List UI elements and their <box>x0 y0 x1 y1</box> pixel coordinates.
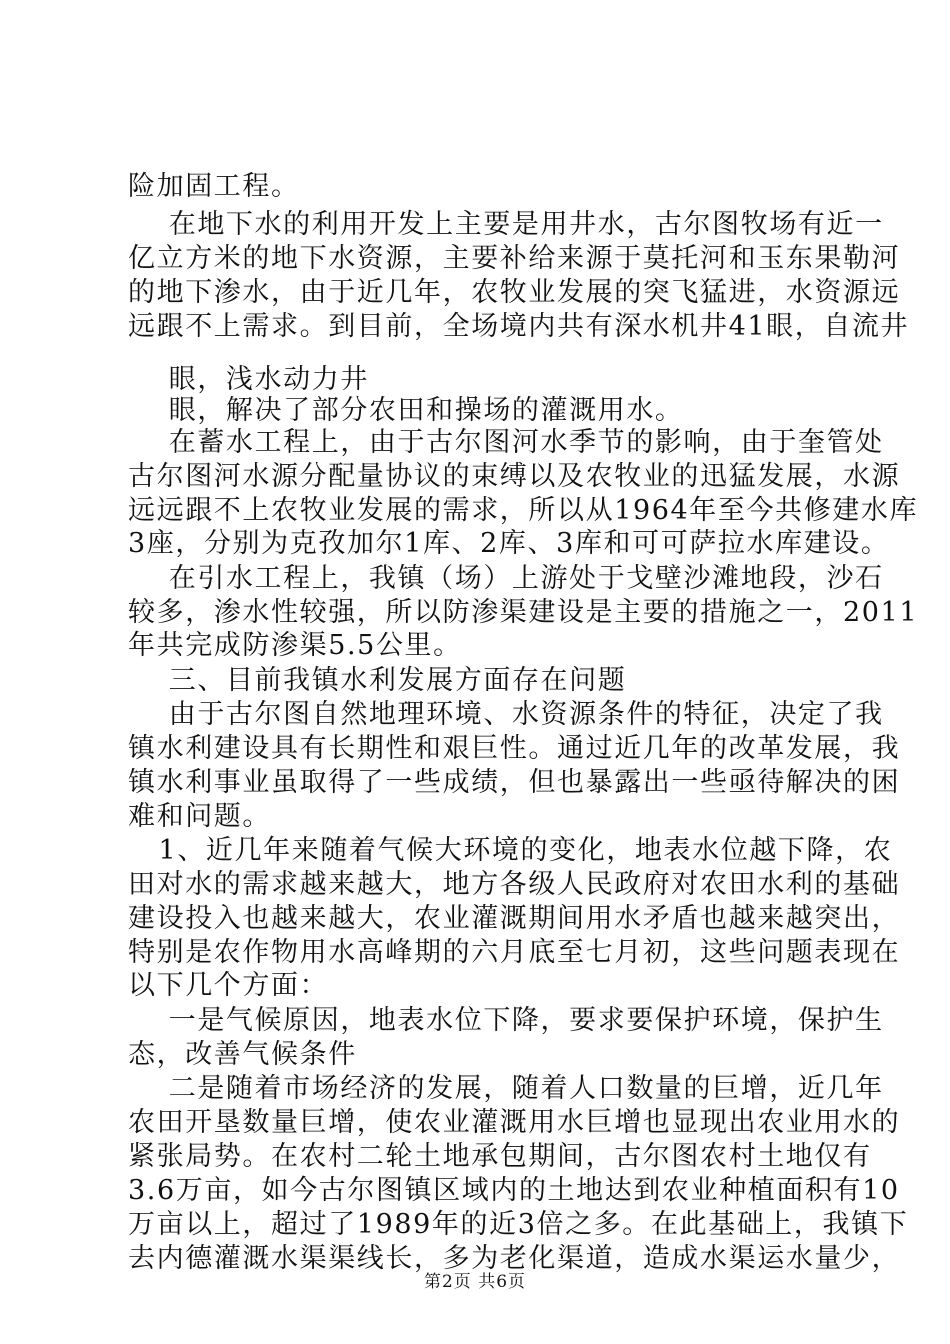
text-line: 二是随着市场经济的发展，随着人口数量的巨增，近几年 <box>128 1073 884 1104</box>
text-line: 远跟不上需求。到目前，全场境内共有深水机井41眼，自流井 <box>128 311 910 342</box>
text-line: 镇水利建设具有长期性和艰巨性。通过近几年的改革发展，我 <box>128 733 901 764</box>
text-line: 特别是农作物用水高峰期的六月底至七月初，这些问题表现在 <box>128 937 901 968</box>
text-line: 在引水工程上，我镇（场）上游处于戈壁沙滩地段，沙石 <box>128 563 884 594</box>
text-line: 险加固工程。 <box>128 171 300 202</box>
text-line: 年共完成防渗渠5.5公里。 <box>128 630 462 661</box>
text-line: 由于古尔图自然地理环境、水资源条件的特征，决定了我 <box>128 699 884 730</box>
text-line: 田对水的需求越来越大，地方各级人民政府对农田水利的基础 <box>128 869 901 900</box>
text-line: 镇水利事业虽取得了一些成绩，但也暴露出一些亟待解决的困 <box>128 767 901 798</box>
text-line: 万亩以上，超过了1989年的近3倍之多。在此基础上，我镇下 <box>128 1209 909 1240</box>
page-number-footer: 第2页 共6页 <box>423 1272 527 1292</box>
text-line: 去内德灌溉水渠渠线长，多为老化渠道，造成水渠运水量少， <box>128 1243 901 1274</box>
text-line: 远远跟不上农牧业发展的需求，所以从1964年至今共修建水库 <box>128 495 919 526</box>
text-line: 3座，分别为克孜加尔1库、2库、3库和可可萨拉水库建设。 <box>128 528 890 559</box>
text-line: 眼，浅水动力井 <box>128 364 369 395</box>
text-line: 一是气候原因，地表水位下降，要求要保护环境，保护生 <box>128 1005 884 1036</box>
text-line: 3.6万亩，如今古尔图镇区域内的土地达到农业种植面积有10 <box>128 1175 900 1206</box>
text-line: 建设投入也越来越大，农业灌溉期间用水矛盾也越来越突出， <box>128 903 901 934</box>
text-line: 紧张局势。在农村二轮土地承包期间，古尔图农村土地仅有 <box>128 1141 872 1172</box>
text-line: 以下几个方面： <box>128 970 329 1001</box>
text-line: 难和问题。 <box>128 801 271 832</box>
section-heading: 三、目前我镇水利发展方面存在问题 <box>128 665 627 696</box>
text-line: 眼，解决了部分农田和操场的灌溉用水。 <box>128 395 684 426</box>
text-line: 古尔图河水源分配量协议的束缚以及农牧业的迅猛发展，水源 <box>128 461 901 492</box>
text-line: 态，改善气候条件 <box>128 1039 357 1070</box>
text-line: 亿立方米的地下水资源，主要补给来源于莫托河和玉东果勒河 <box>128 243 901 274</box>
text-line: 较多，渗水性较强，所以防渗渠建设是主要的措施之一，2011 <box>128 597 919 628</box>
text-line: 在地下水的利用开发上主要是用井水，古尔图牧场有近一 <box>128 209 884 240</box>
text-line: 的地下渗水，由于近几年，农牧业发展的突飞猛进，水资源远 <box>128 277 901 308</box>
text-line: 在蓄水工程上，由于古尔图河水季节的影响，由于奎管处 <box>128 427 884 458</box>
text-line: 农田开垦数量巨增，使农业灌溉用水巨增也显现出农业用水的 <box>128 1107 901 1138</box>
text-line: 1、近几年来随着气候大环境的变化，地表水位越下降，农 <box>128 835 893 866</box>
